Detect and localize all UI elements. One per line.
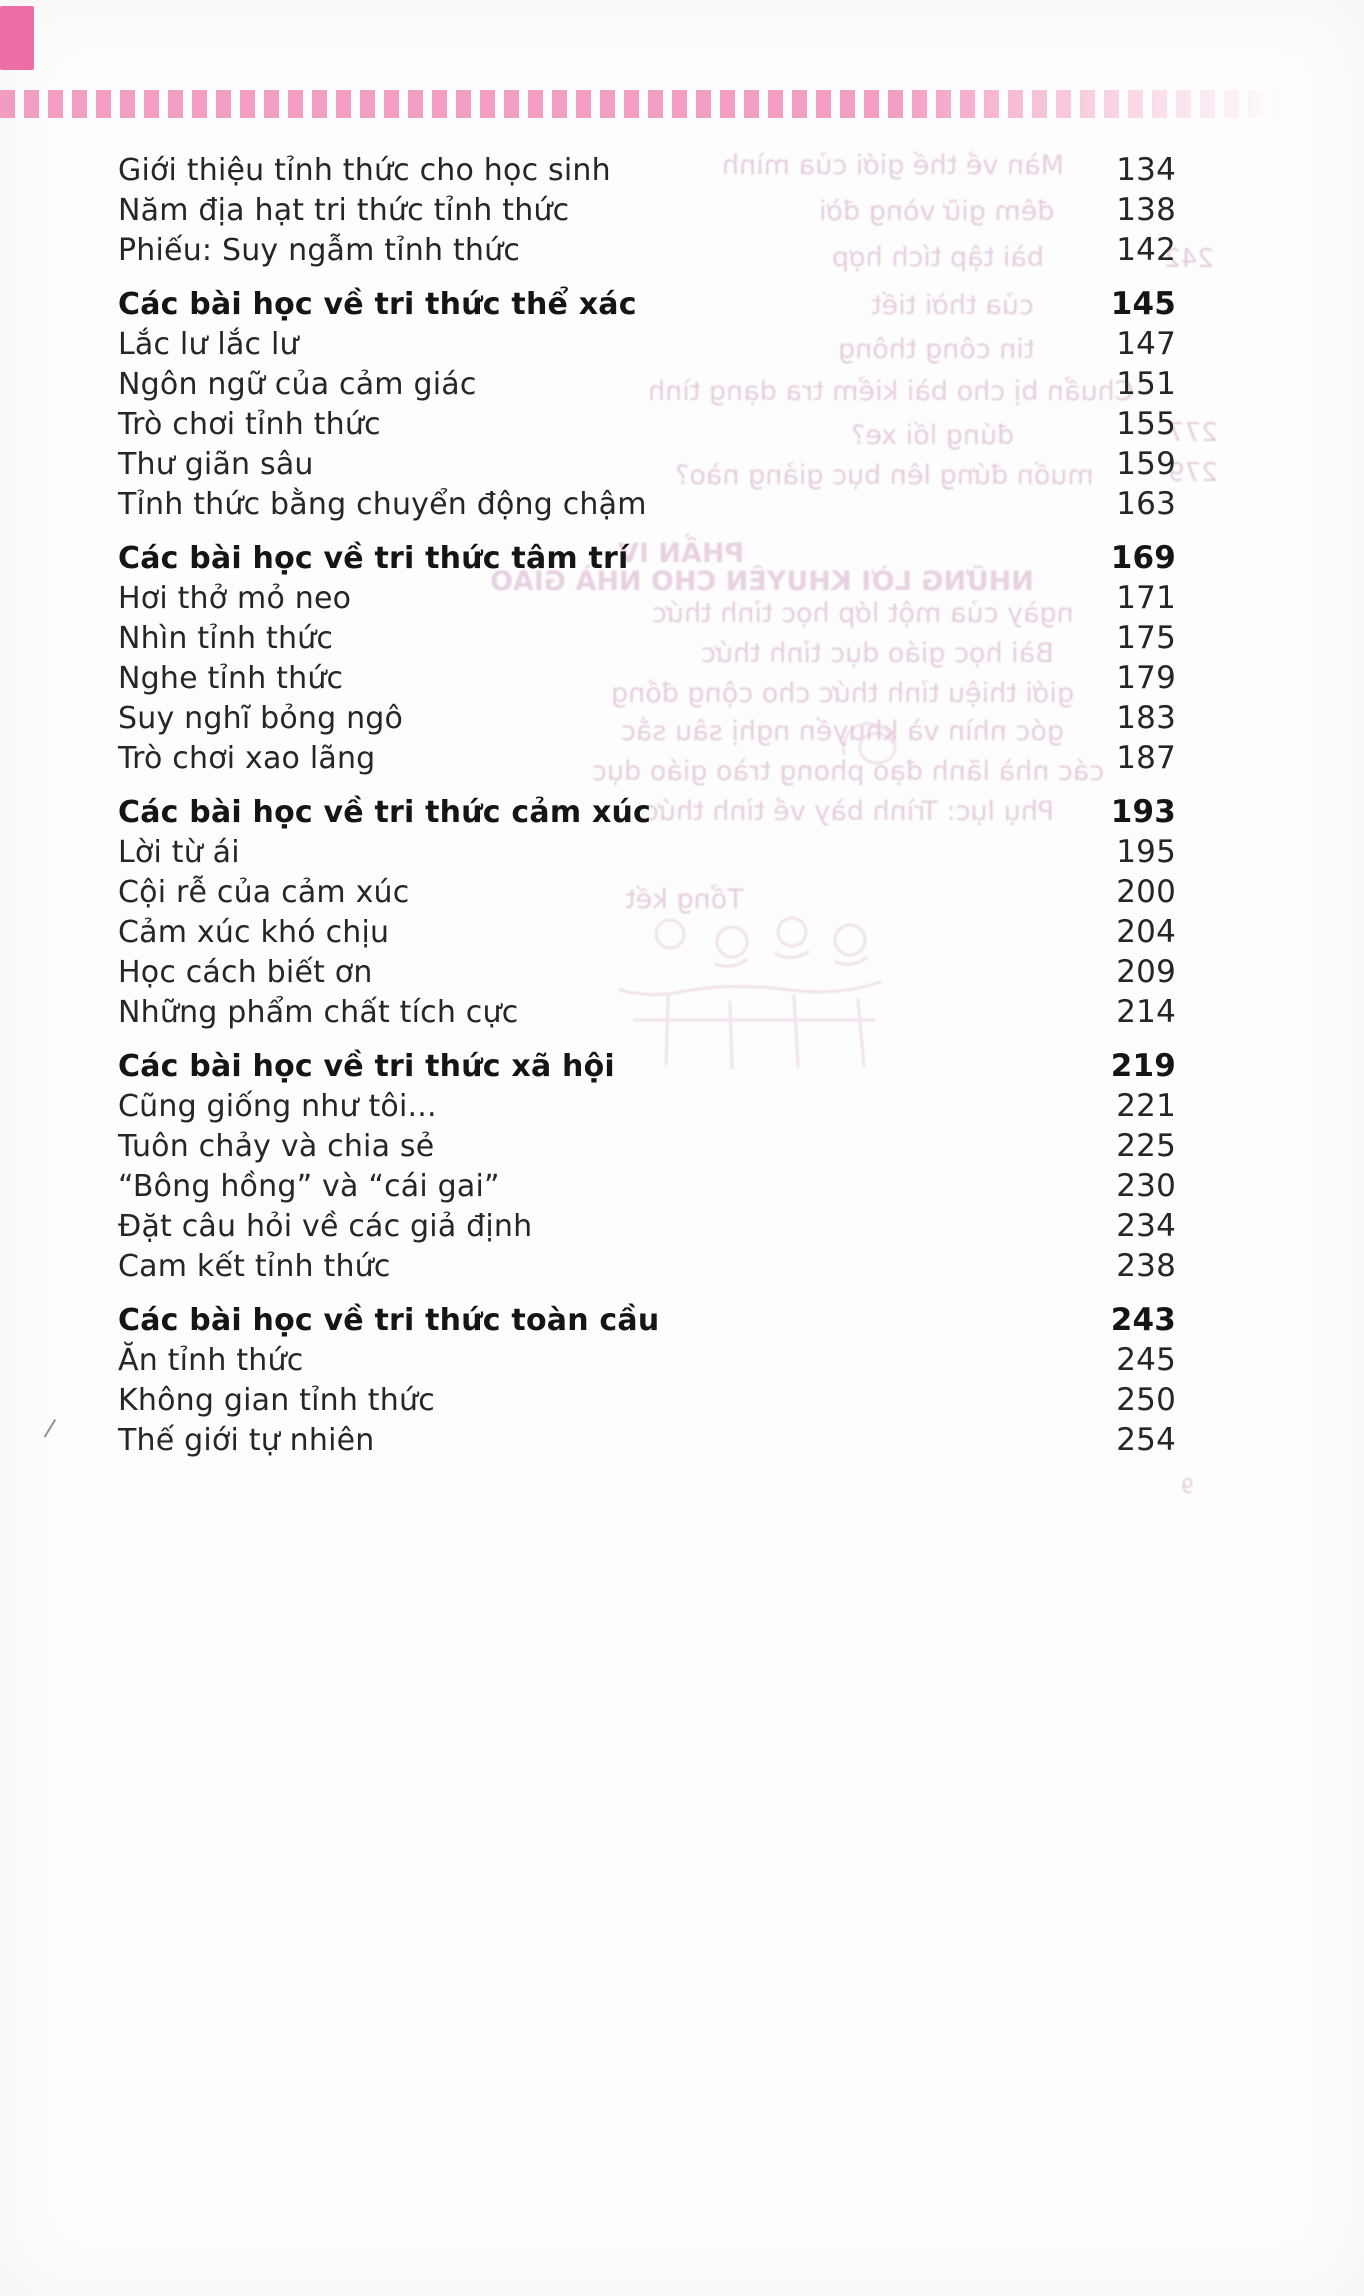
entry-page-number: 175	[1116, 620, 1176, 656]
entry-title: Nhìn tỉnh thức	[118, 620, 334, 656]
toc-entry	[118, 190, 1176, 230]
bleedthrough-text: NHỮNG LỜI KHUYÊN CHO NHÀ GIÁO	[490, 566, 1034, 597]
bleedthrough-text: PHẦN IV	[617, 538, 744, 569]
toc-entry	[118, 832, 1176, 872]
entry-page-number: 193	[1110, 794, 1176, 830]
entry-title: Cội rễ của cảm xúc	[118, 874, 410, 910]
toc-section-header	[118, 1046, 1176, 1086]
entry-page-number: 254	[1116, 1422, 1176, 1458]
entry-page-number: 145	[1110, 286, 1176, 322]
toc-entry	[118, 150, 1176, 190]
bleedthrough-text: các nhà lãnh đạo phong trào giáo dục	[591, 756, 1104, 787]
entry-title: Đặt câu hỏi về các giả định	[118, 1208, 533, 1244]
entry-title: Phiếu: Suy ngẫm tỉnh thức	[118, 232, 521, 268]
toc-entry	[118, 578, 1176, 618]
pink-corner-decoration	[0, 6, 34, 70]
toc-entry	[118, 324, 1176, 364]
toc-entry	[118, 364, 1176, 404]
toc-entry	[118, 738, 1176, 778]
entry-title: Trò chơi xao lãng	[118, 740, 376, 776]
entry-page-number: 195	[1116, 834, 1176, 870]
entry-page-number: 250	[1116, 1382, 1176, 1418]
toc-entry	[118, 952, 1176, 992]
bleedthrough-text: tin công thông	[837, 334, 1034, 365]
toc-list	[118, 150, 1176, 1460]
toc-entry	[118, 1340, 1176, 1380]
toc-entry	[118, 1246, 1176, 1286]
entry-page-number: 219	[1110, 1048, 1176, 1084]
entry-title: Các bài học về tri thức xã hội	[118, 1048, 615, 1084]
entry-title: Suy nghĩ bỏng ngô	[118, 700, 404, 736]
toc-section-header	[118, 1300, 1176, 1340]
bleedthrough-text: 242	[1164, 244, 1214, 274]
toc-entry	[118, 1380, 1176, 1420]
toc-entry	[118, 658, 1176, 698]
entry-page-number: 147	[1116, 326, 1176, 362]
toc-section-header	[118, 538, 1176, 578]
entry-page-number: 200	[1116, 874, 1176, 910]
entry-page-number: 243	[1110, 1302, 1176, 1338]
entry-title: Các bài học về tri thức cảm xúc	[118, 794, 652, 830]
bleedthrough-text: 279	[1168, 458, 1218, 488]
bleedthrough-text: Tổng kết	[625, 884, 744, 915]
bleedthrough-text: 277	[1168, 418, 1218, 448]
entry-title: Nghe tỉnh thức	[118, 660, 344, 696]
toc-entry	[118, 484, 1176, 524]
bleedthrough-text: ngày của một lớp học tỉnh thức	[652, 598, 1074, 629]
entry-page-number: 238	[1116, 1248, 1176, 1284]
entry-page-number: 230	[1116, 1168, 1176, 1204]
entry-title: Ăn tỉnh thức	[118, 1342, 304, 1378]
entry-title: Cảm xúc khó chịu	[118, 914, 390, 950]
toc-entry	[118, 698, 1176, 738]
bleedthrough-text: 9	[1181, 1474, 1194, 1498]
entry-title: Các bài học về tri thức toàn cầu	[118, 1302, 660, 1338]
bleedthrough-text: góc nhìn và khuyến nghị sâu sắc	[621, 716, 1064, 747]
entry-page-number: 183	[1116, 700, 1176, 736]
bleedthrough-text: bài tập tích hợp	[831, 242, 1044, 273]
bleedthrough-text: đêm giữ vòng đời	[818, 196, 1054, 227]
bleedthrough-text: Phụ lục: Trình bày về tỉnh thức	[643, 796, 1054, 827]
entry-page-number: 204	[1116, 914, 1176, 950]
entry-title: “Bông hồng” và “cái gai”	[118, 1168, 500, 1204]
entry-title: Các bài học về tri thức thể xác	[118, 286, 637, 322]
toc-section-header	[118, 792, 1176, 832]
entry-title: Lời từ ái	[118, 834, 240, 870]
entry-title: Cũng giống như tôi...	[118, 1088, 437, 1124]
bleedthrough-text: Chuẩn bị cho bài kiểm tra dạng tình	[648, 376, 1134, 407]
entry-page-number: 214	[1116, 994, 1176, 1030]
toc-entry	[118, 1126, 1176, 1166]
entry-title: Cam kết tỉnh thức	[118, 1248, 391, 1284]
toc-entry	[118, 1086, 1176, 1126]
bleedthrough-text: của thời tiết	[871, 290, 1034, 321]
toc-entry	[118, 230, 1176, 270]
toc-entry	[118, 618, 1176, 658]
entry-title: Tỉnh thức bằng chuyển động chậm	[118, 486, 647, 522]
toc-entry	[118, 912, 1176, 952]
toc-entry	[118, 404, 1176, 444]
entry-title: Năm địa hạt tri thức tỉnh thức	[118, 192, 570, 228]
toc-section-header	[118, 284, 1176, 324]
toc-entry	[118, 992, 1176, 1032]
toc-entry	[118, 444, 1176, 484]
entry-title: Hơi thở mỏ neo	[118, 580, 352, 616]
bleedthrough-text: Bài học giáo dục tỉnh thức	[701, 638, 1054, 669]
entry-page-number: 209	[1116, 954, 1176, 990]
entry-title: Không gian tỉnh thức	[118, 1382, 435, 1418]
entry-page-number: 187	[1116, 740, 1176, 776]
entry-page-number: 225	[1116, 1128, 1176, 1164]
entry-title: Ngôn ngữ của cảm giác	[118, 366, 477, 402]
entry-page-number: 134	[1116, 152, 1176, 188]
entry-title: Tuôn chảy và chia sẻ	[118, 1128, 435, 1164]
entry-page-number: 169	[1110, 540, 1176, 576]
entry-title: Trò chơi tỉnh thức	[118, 406, 381, 442]
toc-entry	[118, 1206, 1176, 1246]
toc-entry	[118, 1420, 1176, 1460]
pink-dashed-border	[0, 90, 1280, 118]
entry-page-number: 151	[1116, 366, 1176, 402]
bleedthrough-text: giới thiệu tỉnh thức cho cộng đồng	[610, 678, 1074, 709]
entry-title: Học cách biết ơn	[118, 954, 373, 990]
entry-title: Thế giới tự nhiên	[118, 1422, 375, 1458]
entry-page-number: 221	[1116, 1088, 1176, 1124]
entry-page-number: 245	[1116, 1342, 1176, 1378]
bleedthrough-text: Màn về thế giới của mình	[722, 150, 1064, 181]
bleedthrough-text: đúng lối xe?	[850, 420, 1014, 451]
entry-title: Lắc lư lắc lư	[118, 326, 299, 362]
entry-page-number: 142	[1116, 232, 1176, 268]
stray-pen-mark: /	[42, 1413, 58, 1443]
entry-title: Giới thiệu tỉnh thức cho học sinh	[118, 152, 611, 188]
entry-page-number: 163	[1116, 486, 1176, 522]
entry-title: Các bài học về tri thức tâm trí	[118, 540, 629, 576]
entry-page-number: 159	[1116, 446, 1176, 482]
entry-page-number: 171	[1116, 580, 1176, 616]
entry-page-number: 138	[1116, 192, 1176, 228]
toc-entry	[118, 872, 1176, 912]
toc-entry	[118, 1166, 1176, 1206]
entry-page-number: 234	[1116, 1208, 1176, 1244]
entry-page-number: 179	[1116, 660, 1176, 696]
entry-title: Thư giãn sâu	[118, 446, 314, 482]
entry-page-number: 155	[1116, 406, 1176, 442]
entry-title: Những phẩm chất tích cực	[118, 994, 519, 1030]
bleedthrough-text: muốn đứng lên bục giảng nào?	[675, 460, 1094, 491]
